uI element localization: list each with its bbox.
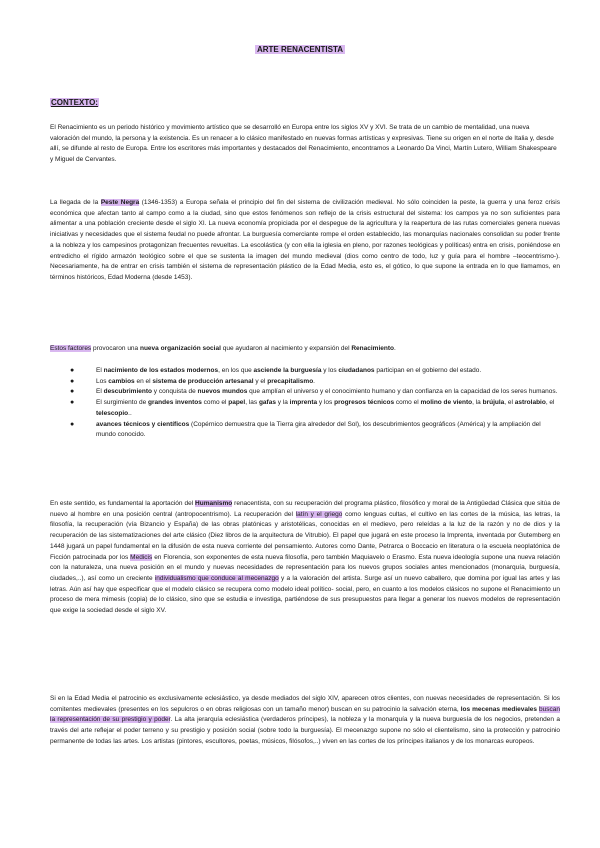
context-heading: CONTEXTO: — [51, 98, 98, 107]
peste-negra-highlight: Peste Negra — [100, 199, 140, 206]
prestigio-highlight: buscan la representación de su prestigio y poder — [50, 705, 560, 724]
humanismo-highlight: Humanismo — [195, 500, 233, 507]
list-item: ● El surgimiento de grandes inventos como el papel, las gafas y la imprenta y los progresos técnicos como el molino de viento, la brújula, el astrolabio, el telescopio.. — [70, 399, 555, 417]
factores-highlight: Estos factores — [50, 345, 92, 352]
peste-paragraph: La llegada de la Peste Negra (1346-1353) a Europa señala el principio del fin del sistema de civilización medieval. No sólo coinciden la peste, la guerra y una feroz crisis económica que afectan tanto al campo como a la ciudad, sino que estos fenómenos son reflejo de la crisis estructural del sistema: los campos ya no son suficientes para alimentar a una población creciente desde el siglo XI. La nueva economía propiciada por el despegue de la agricultura y la reapertura de las rutas comerciales genera nuevas iniciativas y necesidades que el sistema feudal no puede afrontar. La burguesía comerciante rompe el orden establecido, las monarquías nacionales consolidan su poder frente a la nobleza y los campesinos protagonizan frecuentes revueltas. La escolástica (y con ella la iglesia en pleno, por razones teológicas y políticas) entra en crisis, poniéndose en entredicho el rígido armazón teológico sobre el que se sustenta la imagen del mundo medieval (dios como centro de todo, luz y guía para el hombre –teocentrismo-). Necesariamente, ha de entrar en crisis también el sistema de representación plástico de la Edad Media, esto es, el gótico, lo que supone la entrada en lo que llamamos, en términos históricos, Edad Moderna (desde 1453). — [50, 199, 560, 281]
list-item: ● avances técnicos y científicos (Copérnico demuestra que la Tierra gira alrededor del Sol), los descubrimientos geográficos (América) y la ampliación del mundo conocido. — [70, 420, 541, 439]
individualismo-highlight: individualismo que conduce al mecenazgo — [154, 574, 279, 582]
list-item: ● El nacimiento de los estados modernos, en los que asciende la burguesía y los ciudadanos participan en el gobierno del estado. — [70, 367, 482, 374]
mecenas-bold: los mecenas medievales — [460, 705, 538, 713]
humanismo-paragraph: En este sentido, es fundamental la aportación del Humanismo renacentista, con su recuperación del programa plástico, filosófico y moral de la Antigüedad Clásica que sitúa de nuevo al hombre en una posición central (antropocentrismo). La recuperación del latín y el griego como lenguas cultas, el cultivo en las cortes de la música, las letras, la filosofía, la recuperación (vía Bizancio y España) de las obras platónicas y aristotélicas, conocidas en el medievo, pero releídas a la luz de la razón y no de dios y la recuperación de las sistematizaciones del arte clásico (Diez libros de la arquitectura de Vitrubio). El papel que jugará en este proceso la Imprenta, inventada por Gutemberg en 1448 jugará un papel fundamental en la difusión de esta nueva corriente del pensamiento. Autores como Dante, Petrarca o Boccacio en literatura o la escuela neoplatónica de Ficción patrocinada por los Medicis en Florencia, son exponentes de esta nueva filosofía, pero también Maquiavelo o Erasmo. Esta nueva ideología supone una nueva relación con la naturaleza, una nueva posición en el mundo y nuevas necesidades de representación para los nuevos grupos sociales antes mencionados (monarquía, burguesía, ciudades,..), así como un creciente individualismo que conduce al mecenazgo y a la valoración del artista. Surge así un nuevo caballero, que domina por igual las artes y las letras. Aún así hay que especificar que el modelo clásico se recupera como modelo ideal político- social, pero, en cuanto a los modelos clásicos no supone el Renacimiento un proceso de mera mimesis (copia) de lo clásico, sino que se estudia e investiga, partiéndose de sus presupuestos para llegar a generar los nuevos modelos de representación que exige la sociedad desde el siglo XV. — [50, 500, 561, 615]
medicis-highlight: Medicis — [130, 553, 153, 561]
list-item: ● Los cambios en el sistema de producción artesanal y el precapitalismo. — [70, 377, 315, 385]
latin-highlight: latín y el griego — [295, 510, 343, 518]
list-item: ● El descubrimiento y conquista de nuevos mundos que amplían el universo y el conocimiento humano y dan confianza en la capacidad de los seres humanos. — [70, 388, 558, 396]
patrocinio-paragraph: Si en la Edad Media el patrocinio es exclusivamente eclesiástico, ya desde mediados del siglo XIV, aparecen otros clientes, con nuevas necesidades de representación. Si los comitentes medievales (presentes en los sepulcros o en obras religiosas con un tamaño menor) buscan en su patrocinio la salvación eterna, los mecenas medievales buscan la representación de su prestigio y poder. La alta jerarquía eclesiástica (verdaderos príncipes), la nobleza y la monarquía y la nueva burguesía de los negocios, pretenden a través del arte reflejar el poder terreno y su prestigio y posición social (sobre todo la burguesía). El mecenazgo supone no sólo el clientelismo, sino la protección y patrocinio permanente de todas las artes. Los artistas (pintores, escultores, poetas, músicos, filósofos,..) viven en las cortes de los príncipes italianos y de los monarcas europeos. — [50, 695, 561, 745]
factors-list — [70, 366, 558, 441]
intro-paragraph: El Renacimiento es un periodo histórico y movimiento artístico que se desarrolló en Europa entre los siglos XV y XVI. Se trata de un cambio de mentalidad, una nueva valoración del mundo, la persona y la existencia. Es un renacer a lo clásico manifestado en nuevas formas artísticas y expresivas. Tiene su origen en el norte de Italia y, desde allí, se difunde al resto de Europa. Entre los escritores más importantes y destacados del Renacimiento, encontramos a Leonardo Da Vinci, Martín Lutero, William Shakespeare y Miguel de Cervantes. — [50, 124, 557, 164]
factores-paragraph: Estos factores provocaron una nueva organización social que ayudaron al nacimiento y expansión del Renacimiento. — [50, 345, 396, 352]
document-title: ARTE RENACENTISTA — [256, 45, 344, 54]
